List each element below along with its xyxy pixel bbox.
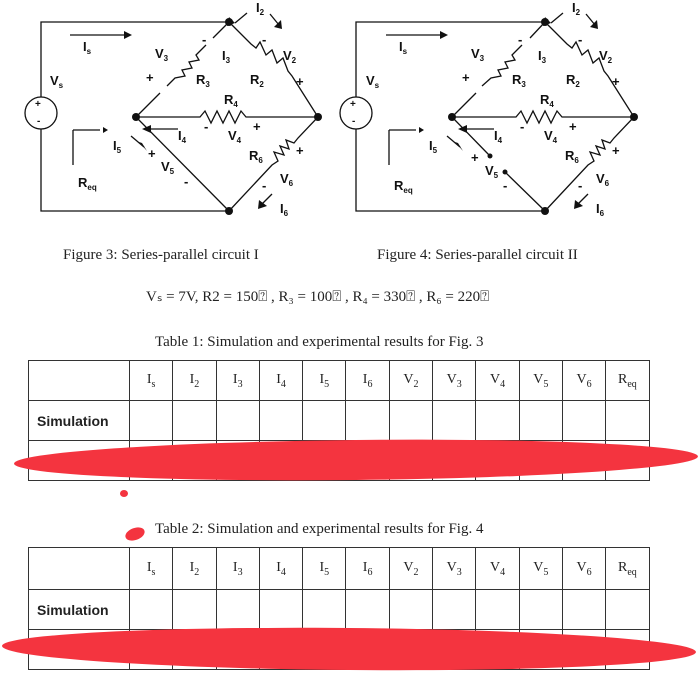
i5-label: $I_5$ bbox=[429, 138, 438, 155]
figure-3-caption: Figure 3: Series-parallel circuit I bbox=[63, 247, 259, 263]
svg-text:+: + bbox=[146, 70, 154, 85]
table-cell[interactable] bbox=[303, 401, 346, 441]
svg-text:-: - bbox=[262, 178, 267, 193]
col-header: $V_4$ bbox=[476, 361, 519, 401]
table-row bbox=[29, 590, 650, 630]
table-cell[interactable] bbox=[303, 590, 346, 630]
table-cell[interactable] bbox=[562, 401, 605, 441]
col-header: $V_3$ bbox=[433, 361, 476, 401]
svg-text:-: - bbox=[184, 174, 189, 189]
table-cell[interactable] bbox=[259, 401, 302, 441]
table-cell[interactable] bbox=[216, 590, 259, 630]
table-cell[interactable] bbox=[519, 590, 562, 630]
col-header: $I_3$ bbox=[216, 548, 259, 590]
col-header: $I_3$ bbox=[216, 361, 259, 401]
svg-text:-: - bbox=[202, 32, 207, 47]
svg-text:+: + bbox=[296, 74, 304, 89]
i3-label: $I_3$ bbox=[538, 48, 547, 65]
col-header: $V_2$ bbox=[389, 361, 432, 401]
source-plus: + bbox=[350, 99, 356, 110]
table-cell[interactable] bbox=[433, 590, 476, 630]
col-header: $I_5$ bbox=[303, 548, 346, 590]
i5-label: $I_5$ bbox=[113, 138, 122, 155]
is-label: $I_s$ bbox=[83, 39, 92, 56]
table-cell[interactable] bbox=[606, 590, 649, 630]
table-cell[interactable] bbox=[562, 590, 605, 630]
v5-label: $V_5$ bbox=[161, 159, 175, 176]
i6-label: $I_6$ bbox=[596, 201, 605, 218]
table-cell[interactable] bbox=[173, 401, 216, 441]
table-cell[interactable] bbox=[433, 401, 476, 441]
table-cell[interactable] bbox=[216, 401, 259, 441]
table-1-title: Table 1: Simulation and experimental results for Fig. 3 bbox=[155, 334, 484, 350]
i4-label: $I_4$ bbox=[178, 128, 187, 145]
is-label: $I_s$ bbox=[399, 39, 408, 56]
col-header: $I_s$ bbox=[130, 361, 173, 401]
i6-label: $I_6$ bbox=[280, 201, 289, 218]
table-cell[interactable] bbox=[259, 590, 302, 630]
r4-label: $R_4$ bbox=[224, 92, 238, 109]
row-label: Simulation bbox=[29, 401, 130, 441]
col-header: $V_2$ bbox=[389, 548, 432, 590]
svg-text:+: + bbox=[612, 143, 620, 158]
row-label: Simulation bbox=[29, 590, 130, 630]
svg-text:-: - bbox=[262, 32, 267, 47]
i4-label: $I_4$ bbox=[494, 128, 503, 145]
svg-text:+: + bbox=[148, 146, 156, 161]
figure-4-caption: Figure 4: Series-parallel circuit II bbox=[377, 247, 578, 263]
r4-label: $R_4$ bbox=[540, 92, 554, 109]
i3-label: $I_3$ bbox=[222, 48, 231, 65]
svg-text:+: + bbox=[569, 119, 577, 134]
svg-text:+: + bbox=[462, 70, 470, 85]
r2-label: $R_2$ bbox=[250, 72, 264, 89]
table-2-header-row bbox=[29, 548, 650, 590]
col-header: $I_2$ bbox=[173, 361, 216, 401]
table-cell[interactable] bbox=[346, 401, 389, 441]
figure-4-circuit bbox=[318, 0, 658, 240]
col-header: $V_6$ bbox=[562, 548, 605, 590]
r2-label: $R_2$ bbox=[566, 72, 580, 89]
table-cell[interactable] bbox=[173, 590, 216, 630]
col-header: $V_4$ bbox=[476, 548, 519, 590]
table-cell[interactable] bbox=[476, 590, 519, 630]
circuit-parameters: Vₛ = 7V, R2 = 150⍰ , R₃ = 100⍰ , R₄ = 330⍰ , R₆ = 220⍰ bbox=[146, 289, 490, 305]
vs-label: $V_s$ bbox=[50, 73, 64, 90]
table-cell[interactable] bbox=[606, 401, 649, 441]
corner-cell bbox=[29, 361, 130, 401]
v4-label: $V_4$ bbox=[544, 128, 558, 145]
r3-label: $R_3$ bbox=[196, 72, 210, 89]
col-header: $I_4$ bbox=[259, 548, 302, 590]
svg-text:-: - bbox=[520, 119, 525, 134]
col-header: $I_5$ bbox=[303, 361, 346, 401]
vs-label: $V_s$ bbox=[366, 73, 380, 90]
svg-text:+: + bbox=[253, 119, 261, 134]
i2-label: $I_2$ bbox=[256, 0, 265, 17]
req-label: $R_{eq}$ bbox=[394, 178, 413, 195]
v6-label: $V_6$ bbox=[280, 171, 294, 188]
col-header: $I_6$ bbox=[346, 361, 389, 401]
table-cell[interactable] bbox=[389, 401, 432, 441]
table-2-title: Table 2: Simulation and experimental results for Fig. 4 bbox=[155, 521, 484, 537]
svg-text:+: + bbox=[296, 143, 304, 158]
table-cell[interactable] bbox=[130, 401, 173, 441]
svg-text:-: - bbox=[503, 178, 508, 193]
col-header: $V_6$ bbox=[562, 361, 605, 401]
svg-text:-: - bbox=[578, 178, 583, 193]
r6-label: $R_6$ bbox=[565, 148, 579, 165]
figure-3-circuit bbox=[0, 0, 350, 240]
v2-label: $V_2$ bbox=[283, 48, 297, 65]
col-header: $V_5$ bbox=[519, 548, 562, 590]
col-header: $V_3$ bbox=[433, 548, 476, 590]
col-header: $I_2$ bbox=[173, 548, 216, 590]
v4-label: $V_4$ bbox=[228, 128, 242, 145]
v3-label: $V_3$ bbox=[155, 46, 169, 63]
r6-label: $R_6$ bbox=[249, 148, 263, 165]
source-minus: - bbox=[37, 116, 41, 127]
col-header: $I_s$ bbox=[130, 548, 173, 590]
col-header: $V_5$ bbox=[519, 361, 562, 401]
col-header: $R_{eq}$ bbox=[606, 548, 649, 590]
table-cell[interactable] bbox=[346, 590, 389, 630]
corner-cell bbox=[29, 548, 130, 590]
svg-text:+: + bbox=[471, 150, 479, 165]
table-cell[interactable] bbox=[519, 401, 562, 441]
v5-label: $V_5$ bbox=[485, 163, 499, 180]
table-cell[interactable] bbox=[130, 590, 173, 630]
v6-label: $V_6$ bbox=[596, 171, 610, 188]
svg-text:-: - bbox=[518, 32, 523, 47]
source-plus: + bbox=[35, 99, 41, 110]
v3-label: $V_3$ bbox=[471, 46, 485, 63]
redaction-mark bbox=[124, 525, 147, 543]
svg-text:-: - bbox=[578, 32, 583, 47]
r3-label: $R_3$ bbox=[512, 72, 526, 89]
i2-label: $I_2$ bbox=[572, 0, 581, 17]
table-cell[interactable] bbox=[476, 401, 519, 441]
v2-label: $V_2$ bbox=[599, 48, 613, 65]
table-cell[interactable] bbox=[389, 590, 432, 630]
col-header: $I_4$ bbox=[259, 361, 302, 401]
req-label: $R_{eq}$ bbox=[78, 175, 97, 192]
svg-text:-: - bbox=[204, 119, 209, 134]
col-header: $R_{eq}$ bbox=[606, 361, 649, 401]
table-row bbox=[29, 401, 650, 441]
col-header: $I_6$ bbox=[346, 548, 389, 590]
source-minus: - bbox=[352, 116, 356, 127]
svg-text:+: + bbox=[612, 74, 620, 89]
table-1-header-row bbox=[29, 361, 650, 401]
redaction-mark bbox=[120, 490, 128, 497]
